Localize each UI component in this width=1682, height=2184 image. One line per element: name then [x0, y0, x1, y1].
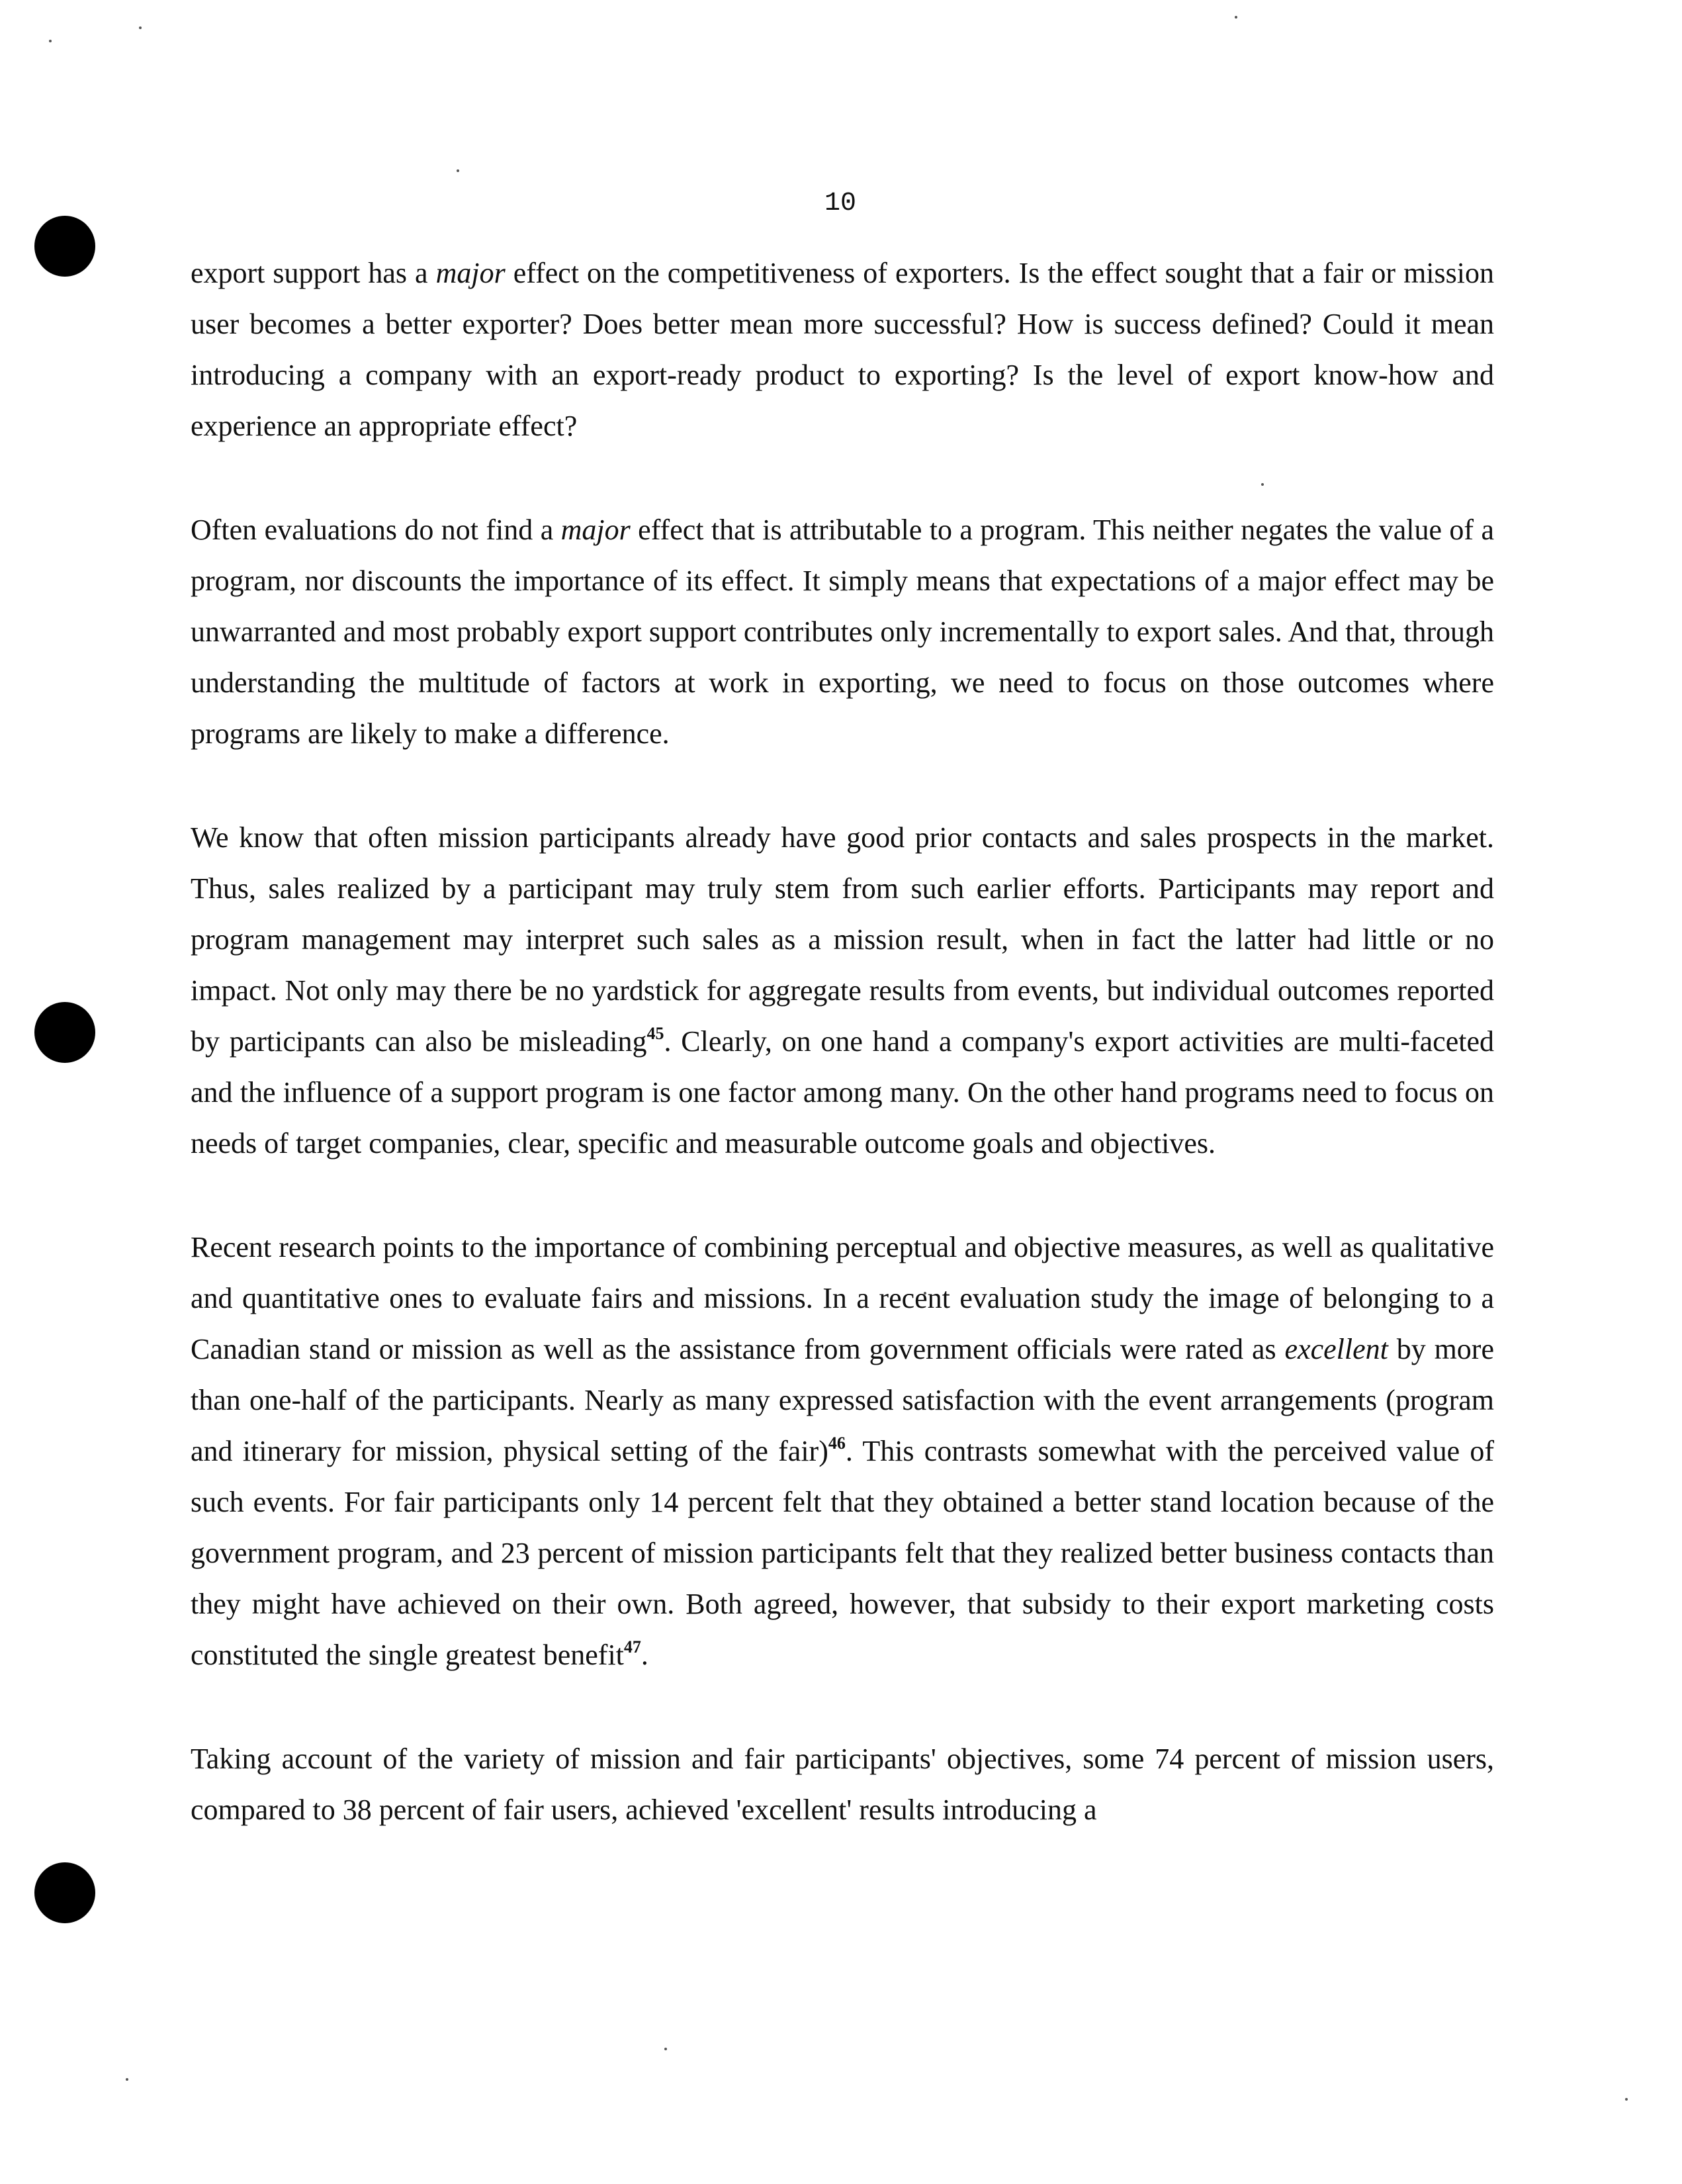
- emphasis-text: major: [560, 514, 631, 546]
- text-segment: Taking account of the variety of mission and fair participants' objectives, some 74 percent of mission users, compared to 38 percent of fair users, achieved 'excellent' results introducing a: [191, 1743, 1494, 1826]
- scan-speck: [457, 169, 459, 172]
- text-segment: Recent research points to the importance of combining perceptual and objective measures, as well as qualitative and quantitative ones to evaluate fairs and missions. In a recent evaluation study the image of belonging to a Canadian stand or mission as well as the assistance from government officials were rated as: [191, 1231, 1494, 1365]
- page-number: 10: [824, 189, 856, 218]
- scan-speck: [49, 40, 52, 42]
- scan-speck: [664, 2048, 667, 2050]
- paragraph: [191, 1222, 1494, 1680]
- body-text: [191, 248, 1494, 1888]
- punch-hole-bottom: [34, 1862, 95, 1923]
- emphasis-text: major: [435, 257, 506, 289]
- footnote-reference: 45: [646, 1024, 664, 1043]
- text-segment: effect that is attributable to a program. This neither negates the value of a program, nor discounts the importance of its effect. It simply means that expectations of a major effect may be unwarranted and most probably export support contributes only incrementally to export sales. And that, through understanding the multitude of factors at work in exporting, we need to focus on those outcomes where programs are likely to make a difference.: [191, 514, 1494, 750]
- text-segment: .: [641, 1639, 648, 1671]
- paragraph: [191, 1733, 1494, 1835]
- scan-speck: [1625, 2098, 1628, 2101]
- text-segment: . This contrasts somewhat with the perceived value of such events. For fair participants only 14 percent felt that they obtained a better stand location because of the government program, and 23 percent of mission participants felt that they realized better business contacts than they might have achieved on their own. Both agreed, however, that subsidy to their export marketing costs constituted the single greatest benefit: [191, 1435, 1494, 1671]
- footnote-reference: 47: [623, 1637, 641, 1657]
- punch-hole-middle: [34, 1002, 95, 1063]
- text-segment: effect on the competitiveness of exporters. Is the effect sought that a fair or mission user becomes a better exporter? Does better mean more successful? How is success defined? Could it mean introducing a company with an export-ready product to exporting? Is the level of export know-how and experience an appropriate effect?: [191, 257, 1494, 442]
- emphasis-text: excellent: [1284, 1333, 1388, 1365]
- scan-speck: [126, 2078, 128, 2081]
- text-segment: We know that often mission participants already have good prior contacts and sales prospects in the market. Thus, sales realized by a participant may truly stem from such earlier efforts. Participants may report and program management may interpret such sales as a mission result, when in fact the latter had little or no impact. Not only may there be no yardstick for aggregate results from events, but individual outcomes reported by participants can also be misleading: [191, 821, 1494, 1058]
- footnote-reference: 46: [828, 1433, 846, 1453]
- text-segment: Often evaluations do not find a: [191, 514, 561, 546]
- paragraph: [191, 504, 1494, 759]
- scan-speck: [139, 26, 142, 29]
- text-segment: . Clearly, on one hand a company's export activities are multi-faceted and the influence of a support program is one factor among many. On the other hand programs need to focus on needs of target companies, clear, specific and measurable outcome goals and objectives.: [191, 1025, 1494, 1160]
- scan-speck: [1235, 16, 1237, 19]
- text-segment: export support has a: [191, 257, 436, 289]
- text-segment: by more than one-half of the participants. Nearly as many expressed satisfaction with the event arrangements (program and itinerary for mission, physical setting of the fair): [191, 1333, 1494, 1467]
- paragraph: [191, 812, 1494, 1169]
- punch-hole-top: [34, 216, 95, 277]
- paragraph: [191, 248, 1494, 451]
